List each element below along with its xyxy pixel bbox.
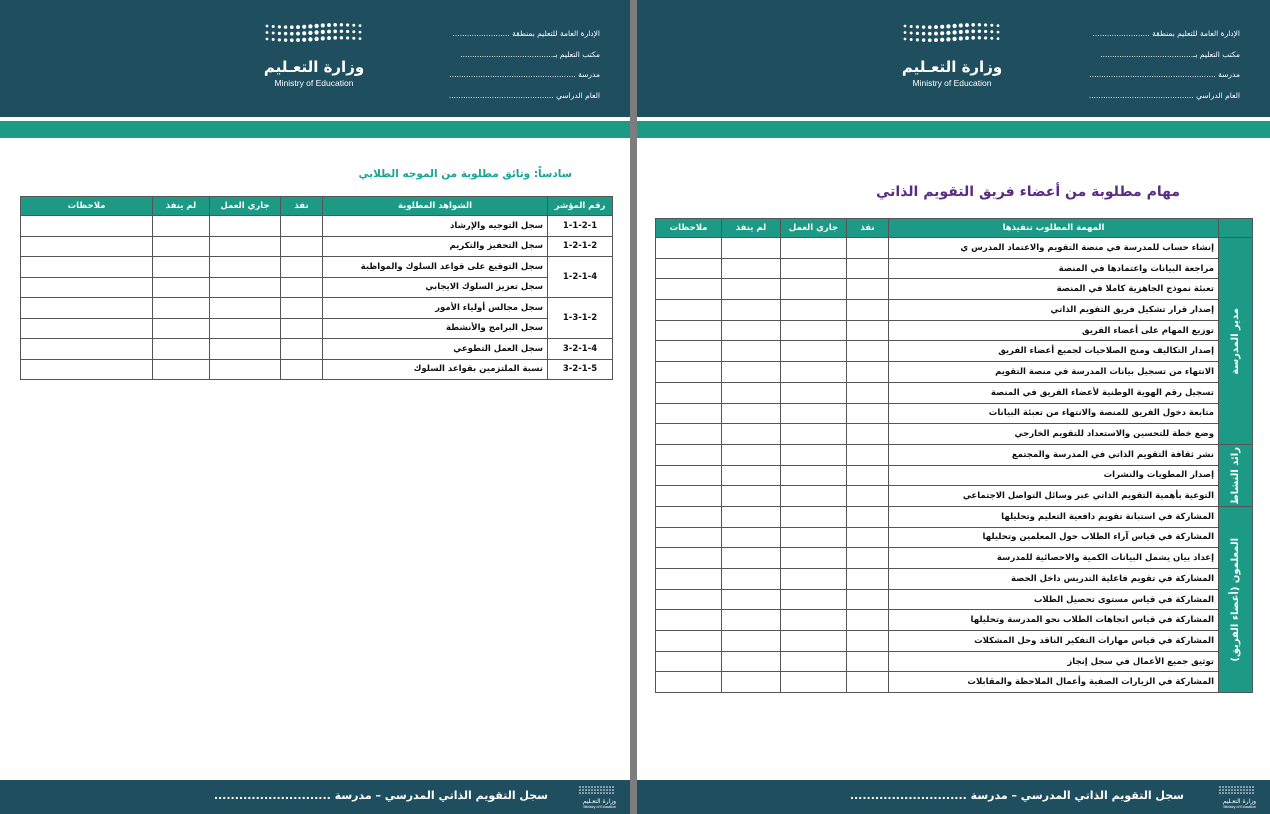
cell-not-done[interactable] (722, 465, 781, 486)
task-row (656, 403, 1253, 424)
task-row (656, 486, 1253, 507)
cell-notes[interactable] (656, 300, 722, 321)
cell-in-progress[interactable] (781, 631, 847, 652)
cell-in-progress[interactable] (210, 298, 281, 319)
header-cell: نفذ (847, 219, 889, 238)
evidence-text: سجل العمل التطوعي (323, 339, 548, 360)
task-text: التوعية بأهمية التقويم الذاتي عبر وسائل التواصل الاجتماعي (889, 486, 1219, 507)
cell-not-done[interactable] (722, 486, 781, 507)
cell-done[interactable] (847, 651, 889, 672)
cell-notes[interactable] (21, 318, 153, 339)
header-field-year: العام الدراسي ............................................ (448, 90, 600, 100)
cell-notes[interactable] (21, 359, 153, 380)
ministry-name-en: Ministry of Education (274, 78, 354, 88)
svg-text:Ministry of Education: Ministry of Education (583, 805, 616, 809)
cell-done[interactable] (847, 444, 889, 465)
cell-notes[interactable] (656, 548, 722, 569)
cell-notes[interactable] (656, 631, 722, 652)
header-stripe (637, 121, 1270, 138)
cell-in-progress[interactable] (781, 341, 847, 362)
cell-in-progress[interactable] (781, 300, 847, 321)
header-cell (1219, 219, 1253, 238)
cell-notes[interactable] (21, 257, 153, 278)
evidence-text: سجل مجالس أولياء الأمور (323, 298, 548, 319)
cell-not-done[interactable] (722, 300, 781, 321)
cell-in-progress[interactable] (781, 486, 847, 507)
evidence-table (20, 196, 613, 380)
cell-done[interactable] (281, 298, 323, 319)
cell-not-done[interactable] (722, 672, 781, 693)
cell-done[interactable] (847, 631, 889, 652)
cell-not-done[interactable] (153, 298, 210, 319)
cell-in-progress[interactable] (781, 548, 847, 569)
cell-notes[interactable] (656, 610, 722, 631)
task-group-label: مدير المدرسة (1230, 307, 1241, 375)
ministry-name-ar: وزارة التعـليم (263, 58, 365, 76)
cell-not-done[interactable] (722, 258, 781, 279)
header-cell: الشواهد المطلوبة (323, 197, 548, 216)
cell-not-done[interactable] (722, 279, 781, 300)
task-text: المشاركة في قياس آراء الطلاب حول المعلمين وتحليلها (889, 527, 1219, 548)
task-row (656, 300, 1253, 321)
cell-in-progress[interactable] (781, 527, 847, 548)
cell-done[interactable] (847, 465, 889, 486)
cell-notes[interactable] (21, 339, 153, 360)
footer-text: سجل التقويم الذاتي المدرسي – مدرسة ............................ (213, 789, 548, 802)
task-text: إعداد بيان يشمل البيانات الكمية والاحصائية للمدرسة (889, 548, 1219, 569)
header-cell: المهمة المطلوب تنفيذها (889, 219, 1219, 238)
page-footer (637, 780, 1270, 814)
cell-not-done[interactable] (722, 506, 781, 527)
footer-text: سجل التقويم الذاتي المدرسي – مدرسة ............................ (849, 789, 1184, 802)
ministry-name-ar: وزارة التعـليم (901, 58, 1003, 76)
cell-in-progress[interactable] (210, 339, 281, 360)
cell-in-progress[interactable] (781, 651, 847, 672)
cell-in-progress[interactable] (781, 506, 847, 527)
ministry-dots-icon (259, 20, 369, 54)
cell-done[interactable] (847, 610, 889, 631)
cell-done[interactable] (847, 569, 889, 590)
task-text: تسجيل رقم الهوية الوطنية لأعضاء الفريق في المنصة (889, 382, 1219, 403)
cell-done[interactable] (281, 318, 323, 339)
cell-in-progress[interactable] (781, 589, 847, 610)
cell-in-progress[interactable] (781, 279, 847, 300)
svg-text:Ministry of Education: Ministry of Education (1223, 805, 1256, 809)
cell-done[interactable] (281, 216, 323, 237)
cell-notes[interactable] (656, 362, 722, 383)
task-text: المشاركة في تقويم فاعلية التدريس داخل الحصة (889, 569, 1219, 590)
cell-notes[interactable] (656, 382, 722, 403)
cell-done[interactable] (847, 672, 889, 693)
task-text: متابعة دخول الفريق للمنصة والانتهاء من تعبئة البيانات (889, 403, 1219, 424)
cell-not-done[interactable] (153, 277, 210, 298)
tasks-table (655, 218, 1253, 693)
cell-not-done[interactable] (722, 238, 781, 259)
header-stripe (0, 121, 630, 138)
evidence-text: سجل البرامج والأنشطة (323, 318, 548, 339)
ministry-logo (897, 20, 1007, 90)
cell-done[interactable] (847, 527, 889, 548)
task-row (656, 320, 1253, 341)
cell-not-done[interactable] (722, 569, 781, 590)
task-group-cell (1219, 506, 1253, 692)
cell-done[interactable] (847, 589, 889, 610)
cell-not-done[interactable] (722, 631, 781, 652)
cell-notes[interactable] (656, 569, 722, 590)
header-field-office: مكتب التعليم بـ....................................... (460, 49, 600, 59)
evidence-row (21, 257, 613, 278)
cell-in-progress[interactable] (781, 672, 847, 693)
cell-notes[interactable] (656, 320, 722, 341)
cell-in-progress[interactable] (781, 610, 847, 631)
cell-done[interactable] (847, 320, 889, 341)
cell-notes[interactable] (656, 444, 722, 465)
header-fields (420, 24, 600, 106)
cell-done[interactable] (847, 362, 889, 383)
cell-notes[interactable] (656, 258, 722, 279)
cell-in-progress[interactable] (210, 318, 281, 339)
evidence-row (21, 359, 613, 380)
task-row (656, 672, 1253, 693)
task-row (656, 589, 1253, 610)
task-row (656, 465, 1253, 486)
cell-done[interactable] (847, 258, 889, 279)
cell-done[interactable] (281, 236, 323, 257)
cell-in-progress[interactable] (210, 359, 281, 380)
ministry-name-en: Ministry of Education (912, 78, 992, 88)
cell-not-done[interactable] (722, 589, 781, 610)
task-text: توثيق جميع الأعمال في سجل إنجاز (889, 651, 1219, 672)
task-row (656, 527, 1253, 548)
task-text: وضع خطة للتحسين والاستعداد للتقويم الخارجي (889, 424, 1219, 445)
cell-notes[interactable] (656, 465, 722, 486)
task-text: المشاركة في استبانة تقويم دافعية التعليم وتحليلها (889, 506, 1219, 527)
task-row (656, 610, 1253, 631)
footer-logo (1212, 785, 1258, 809)
task-group-label: رائد النشاط (1230, 446, 1241, 505)
cell-done[interactable] (847, 506, 889, 527)
ministry-logo (259, 20, 369, 90)
cell-not-done[interactable] (153, 216, 210, 237)
cell-in-progress[interactable] (210, 236, 281, 257)
task-row (656, 362, 1253, 383)
header-field-region: الإدارة العامة للتعليم بمنطقة ........................ (1092, 29, 1240, 38)
evidence-row (21, 277, 613, 298)
cell-in-progress[interactable] (781, 444, 847, 465)
cell-notes[interactable] (656, 424, 722, 445)
task-group-cell (1219, 238, 1253, 445)
cell-notes[interactable] (656, 238, 722, 259)
header-field-year: العام الدراسي ............................................ (1088, 90, 1240, 100)
task-text: إنشاء حساب للمدرسة في منصة التقويم والاعتماد المدرس ي (889, 238, 1219, 259)
cell-in-progress[interactable] (781, 362, 847, 383)
header-cell: ملاحظات (21, 197, 153, 216)
cell-in-progress[interactable] (210, 277, 281, 298)
header-cell: نفذ (281, 197, 323, 216)
cell-not-done[interactable] (722, 424, 781, 445)
cell-not-done[interactable] (722, 403, 781, 424)
page-header (637, 0, 1270, 117)
cell-notes[interactable] (656, 589, 722, 610)
cell-notes[interactable] (656, 672, 722, 693)
task-text: المشاركة في قياس مهارات التفكير الناقد وحل المشكلات (889, 631, 1219, 652)
header-field-region: الإدارة العامة للتعليم بمنطقة ........................ (452, 29, 600, 38)
cell-not-done[interactable] (722, 527, 781, 548)
task-text: إصدار المطويات والنشرات (889, 465, 1219, 486)
cell-not-done[interactable] (153, 359, 210, 380)
header-cell: جاري العمل (781, 219, 847, 238)
cell-in-progress[interactable] (781, 569, 847, 590)
cell-notes[interactable] (21, 236, 153, 257)
header-cell: رقم المؤشر (548, 197, 613, 216)
task-row (656, 548, 1253, 569)
cell-not-done[interactable] (153, 339, 210, 360)
task-row (656, 341, 1253, 362)
evidence-row (21, 298, 613, 319)
task-text: نشر ثقافة التقويم الذاتي في المدرسة والمجتمع (889, 444, 1219, 465)
cell-in-progress[interactable] (781, 238, 847, 259)
cell-done[interactable] (847, 424, 889, 445)
cell-done[interactable] (847, 382, 889, 403)
cell-done[interactable] (847, 279, 889, 300)
cell-in-progress[interactable] (781, 424, 847, 445)
indicator-code: 3-2-1-4 (548, 339, 613, 360)
cell-not-done[interactable] (722, 382, 781, 403)
task-text: توزيع المهام على أعضاء الفريق (889, 320, 1219, 341)
cell-in-progress[interactable] (781, 465, 847, 486)
cell-not-done[interactable] (153, 257, 210, 278)
cell-done[interactable] (847, 486, 889, 507)
evidence-row (21, 236, 613, 257)
task-text: إصدار قرار تشكيل فريق التقويم الذاتي (889, 300, 1219, 321)
tasks-table-header (656, 219, 1253, 238)
task-row (656, 569, 1253, 590)
tasks-page (637, 0, 1270, 814)
task-row (656, 444, 1253, 465)
tasks-title: مهام مطلوبة من أعضاء فريق التقويم الذاتي (875, 184, 1180, 200)
indicator-code: 1-2-1-4 (548, 257, 613, 298)
task-text: المشاركة في قياس اتجاهات الطلاب نحو المدرسة وتحليلها (889, 610, 1219, 631)
cell-notes[interactable] (656, 403, 722, 424)
cell-done[interactable] (281, 359, 323, 380)
task-row (656, 382, 1253, 403)
header-field-school: مدرسة ..................................................... (1089, 70, 1240, 79)
cell-notes[interactable] (21, 298, 153, 319)
cell-not-done[interactable] (722, 362, 781, 383)
cell-notes[interactable] (21, 216, 153, 237)
page-footer (0, 780, 630, 814)
cell-done[interactable] (847, 341, 889, 362)
svg-text:وزارة التعـليم: وزارة التعـليم (582, 798, 616, 805)
task-row (656, 506, 1253, 527)
task-row (656, 424, 1253, 445)
task-text: المشاركة في الزيارات الصفية وأعمال الملاحظة والمقابلات (889, 672, 1219, 693)
cell-notes[interactable] (656, 506, 722, 527)
cell-in-progress[interactable] (781, 258, 847, 279)
task-text: المشاركة في قياس مستوى تحصيل الطلاب (889, 589, 1219, 610)
task-row (656, 631, 1253, 652)
evidence-row (21, 216, 613, 237)
task-row (656, 238, 1253, 259)
evidence-table-header (21, 197, 613, 216)
header-fields (1060, 24, 1240, 106)
cell-in-progress[interactable] (210, 216, 281, 237)
cell-in-progress[interactable] (781, 320, 847, 341)
cell-not-done[interactable] (722, 610, 781, 631)
task-text: إصدار التكاليف ومنح الصلاحيات لجميع أعضاء الفريق (889, 341, 1219, 362)
task-group-label: المعلمون (أعضاء الفريق) (1230, 537, 1241, 662)
footer-logo (572, 785, 618, 809)
task-group-cell (1219, 444, 1253, 506)
cell-not-done[interactable] (722, 320, 781, 341)
cell-done[interactable] (847, 238, 889, 259)
evidence-text: سجل تعزيز السلوك الايجابي (323, 277, 548, 298)
evidence-text: نسبة الملتزمين بقواعد السلوك (323, 359, 548, 380)
cell-done[interactable] (281, 339, 323, 360)
cell-in-progress[interactable] (781, 382, 847, 403)
evidence-page (0, 0, 630, 814)
header-cell: لم ينفذ (722, 219, 781, 238)
evidence-text: سجل التوجيه والإرشاد (323, 216, 548, 237)
cell-not-done[interactable] (722, 548, 781, 569)
cell-notes[interactable] (21, 277, 153, 298)
cell-notes[interactable] (656, 279, 722, 300)
cell-not-done[interactable] (722, 651, 781, 672)
cell-in-progress[interactable] (210, 257, 281, 278)
indicator-code: 1-2-1-2 (548, 236, 613, 257)
cell-not-done[interactable] (153, 318, 210, 339)
header-cell: ملاحظات (656, 219, 722, 238)
cell-done[interactable] (281, 277, 323, 298)
evidence-row (21, 318, 613, 339)
task-row (656, 651, 1253, 672)
svg-text:وزارة التعـليم: وزارة التعـليم (1222, 798, 1256, 805)
evidence-title: سادساً: وثائق مطلوبة من الموجه الطلابي (358, 168, 572, 180)
task-row (656, 279, 1253, 300)
header-field-school: مدرسة ..................................................... (449, 70, 600, 79)
cell-notes[interactable] (656, 486, 722, 507)
ministry-dots-icon (897, 20, 1007, 54)
cell-done[interactable] (847, 403, 889, 424)
cell-done[interactable] (847, 548, 889, 569)
page-header (0, 0, 630, 117)
cell-in-progress[interactable] (781, 403, 847, 424)
task-text: الانتهاء من تسجيل بيانات المدرسة في منصة التقويم (889, 362, 1219, 383)
indicator-code: 1-3-1-2 (548, 298, 613, 339)
evidence-row (21, 339, 613, 360)
task-row (656, 258, 1253, 279)
cell-not-done[interactable] (722, 444, 781, 465)
indicator-code: 1-1-2-1 (548, 216, 613, 237)
cell-not-done[interactable] (722, 341, 781, 362)
cell-notes[interactable] (656, 527, 722, 548)
cell-done[interactable] (281, 257, 323, 278)
cell-notes[interactable] (656, 651, 722, 672)
cell-done[interactable] (847, 300, 889, 321)
cell-not-done[interactable] (153, 236, 210, 257)
header-cell: جاري العمل (210, 197, 281, 216)
header-cell: لم ينفذ (153, 197, 210, 216)
indicator-code: 3-2-1-5 (548, 359, 613, 380)
header-field-office: مكتب التعليم بـ....................................... (1100, 49, 1240, 59)
task-text: مراجعة البيانات واعتمادها في المنصة (889, 258, 1219, 279)
cell-notes[interactable] (656, 341, 722, 362)
evidence-text: سجل التحفيز والتكريم (323, 236, 548, 257)
evidence-text: سجل التوقيع على قواعد السلوك والمواظبة (323, 257, 548, 278)
task-text: تعبئة نموذج الجاهزية كاملا في المنصة (889, 279, 1219, 300)
